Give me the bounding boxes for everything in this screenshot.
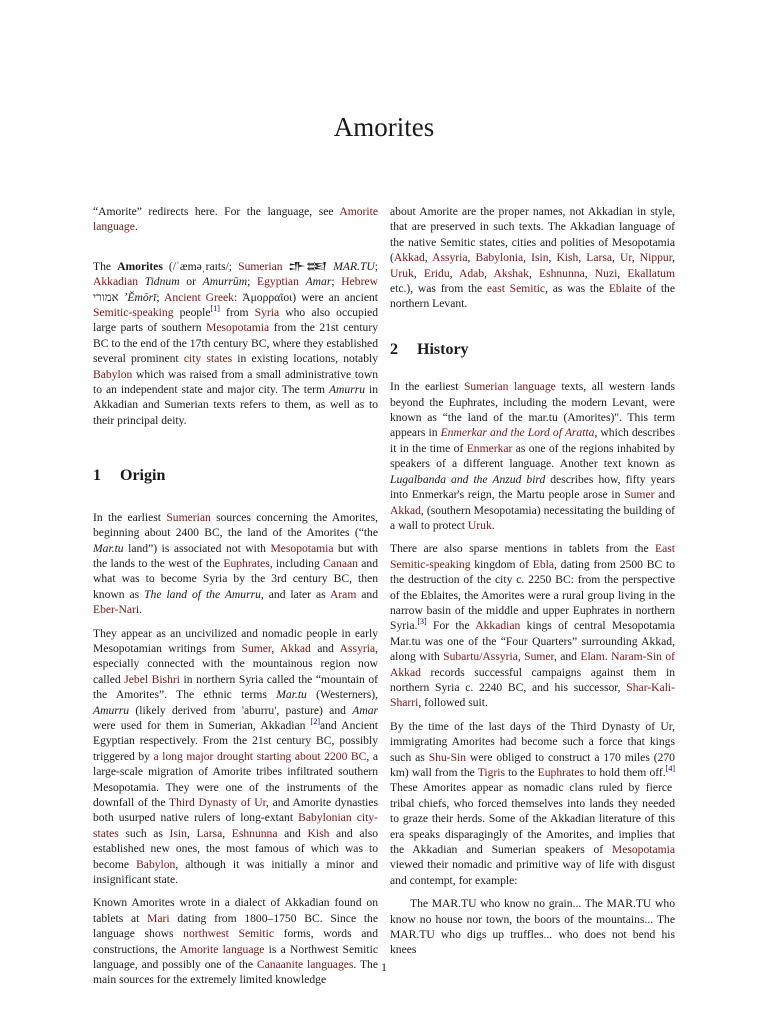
link-eshnunna[interactable]: Eshnunna [231,826,278,840]
link-uruk[interactable]: Uruk [467,518,492,532]
link-uruk[interactable]: Uruk [390,266,414,280]
link-larsa[interactable]: Larsa [586,251,613,265]
history-paragraph-3: By the time of the last days of the Third Dynasty of Ur, immigrating Amorites had become such a force that kings such as Shu-Sin were obliged to construct a 170 miles (270 km) wall from the Tigris to the Euphrates to hold them off.[4] These Amorites appear as nomadic clans ruled by fierce tribal chiefs, who forced themselves into lands they needed to graze their herds. Some of the Akkadian literature of this era speaks disparagingly of the Amorites, and implies that the Akkadian and Sumerian speakers of Mesopotamia viewed their nomadic and primitive way of life with disgust and contempt, for example: [390,719,675,887]
link-tigris[interactable]: Tigris [477,766,506,779]
link-akkadian[interactable]: Akkadian [93,275,139,289]
link-euphrates[interactable]: Euphrates [223,556,270,570]
link-ebla[interactable]: Ebla [532,557,554,571]
link-semitic-speaking[interactable]: Semitic-speaking [93,306,174,320]
link-ancient-greek[interactable]: Ancient Greek [163,290,234,304]
link-subartu-assyria[interactable]: Subartu/Assyria [443,650,518,664]
right-column [390,204,675,966]
ref-1[interactable]: [1] [210,304,220,314]
link-elam[interactable]: Elam [580,650,605,664]
link-enmerkar[interactable]: Enmerkar [466,441,513,455]
link-mesopotamia[interactable]: Mesopotamia [206,321,270,335]
link-east-semitic-speaking[interactable]: East Semitic-speaking [390,542,675,571]
origin-paragraph-3-continued: about Amorite are the proper names, not Akkadian in style, that are preserved in such texts. The Akkadian language of the native Semitic states, cities and polities of Mesopotamia (Akkad, Assyria, Babylonia, Isin, Kish, Larsa, Ur, Nippur, Uruk, Eridu, Adab, Akshak, Eshnunna, Nuzi, Ekallatum etc.), was from the east Semitic, as was the Eblaite of the northern Levant. [390,205,676,311]
link-babylonian-city-states[interactable]: Babylonian city-states [93,811,378,840]
link-euphrates[interactable]: Euphrates [537,766,585,779]
link-hebrew[interactable]: Hebrew [341,275,378,289]
origin-paragraph-1: In the earliest Sumerian sources concerning the Amorites, beginning about 2400 BC, the land of the Amorites (“the Mar.tu land”) is associated not with Mesopotamia but with the lands to the west of the Euphrates, including Canaan and what was to become Syria by the 3rd century BC, then known as The land of the Amurru, and later as Aram and Eber-Nari. [93,510,379,617]
link-babylon[interactable]: Babylon [136,857,176,871]
link-amorite-language[interactable]: Amorite language [179,942,265,956]
history-paragraph-1: In the earliest Sumerian language texts, all western lands beyond the Euphrates, including the modern Levant, were known as “the land of the mar.tu (Amorites)". This term appears in Enmerkar and the Lord of Aratta, which describes it in the time of Enmerkar as one of the regions inhabited by speakers of a different language. Another text known as Lugalbanda and the Anzud bird describes how, fifty years into Enmerkar's reign, the Martu people arose in Sumer and Akkad, (southern Mesopotamia) necessitating the building of a wall to protect Uruk. [390,380,675,532]
link-sumer[interactable]: Sumer [524,650,554,664]
link-eblaite[interactable]: Eblaite [608,282,642,296]
link-egyptian[interactable]: Egyptian [257,275,299,289]
link-mesopotamia[interactable]: Mesopotamia [611,843,675,857]
link-assyria[interactable]: Assyria [432,251,468,265]
origin-paragraph-3: Known Amorites wrote in a dialect of Akkadian found on tablets at Mari dating from 1800–1750 BC. Since the language shows northwest Semitic forms, words and constructions, the Amorite language is a Northwest Semitic language, and possibly one of the Canaanite languages. The main sources for the extremely limited knowledge [93,896,378,987]
link-enmerkar-and-the-lord-of-aratta[interactable]: Enmerkar and the Lord of Aratta [440,426,595,440]
link-sumerian[interactable]: Sumerian [238,259,283,273]
link-mesopotamia[interactable]: Mesopotamia [270,541,334,555]
lead-paragraph: The Amorites (/ˈæməˌraɪts/; Sumerian 𒈥𒌅 MAR.TU; Akkadian Tidnum or Amurrūm; Egyptian Amar; Hebrew אמורי ʼĔmōrī; Ancient Greek: Ἀμορραῖοι) were an ancient Semitic-speaking people[1] from Syria who also occupied large parts of southern Mesopotamia from the 21st century BC to the end of the 17th century BC, where they established several prominent city states in existing locations, notably Babylon which was raised from a small administrative town to an independent state and major city. The term Amurru in Akkadian and Sumerian texts refers to them, as well as to their principal deity. [93,259,379,427]
link-canaan[interactable]: Canaan [323,556,358,570]
link-nippur[interactable]: Nippur [639,251,673,265]
blockquote: The MAR.TU who know no grain... The MAR.TU who know no house nor town, the boors of the mountains... The MAR.TU who digs up truffles... who does not bend his knees [390,897,675,957]
link-akkadian[interactable]: Akkadian [475,619,521,633]
link-assyria[interactable]: Assyria [339,641,376,655]
link-aram[interactable]: Aram [329,587,357,601]
link-adab[interactable]: Adab [459,266,485,280]
link-east-semitic[interactable]: east Semitic [486,282,546,296]
link-babylon[interactable]: Babylon [93,367,133,381]
ref-4[interactable]: [4] [665,764,675,774]
link-shar-kali-sharri[interactable]: Shar-Kali-Sharri [390,680,675,710]
link-babylonia[interactable]: Babylonia [475,251,524,265]
link-canaanite-languages[interactable]: Canaanite languages [256,958,354,972]
section-heading-history: 2 History [390,340,469,358]
link-naram-sin[interactable]: Naram-Sin of Akkad [390,650,676,679]
link-isin[interactable]: Isin [531,251,549,265]
link-shu-sin[interactable]: Shu-Sin [428,750,467,764]
link-northwest-semitic[interactable]: northwest Semitic [183,927,274,941]
link-eber-nari[interactable]: Eber-Nari [93,603,140,617]
link-ekallatum[interactable]: Ekallatum [627,266,675,280]
link-akkad[interactable]: Akkad [393,251,425,265]
link-eshnunna[interactable]: Eshnunna [538,266,585,280]
link-sumer[interactable]: Sumer [241,641,272,655]
origin-paragraph-2: They appear as an uncivilized and nomadic people in early Mesopotamian writings from Sumer, Akkad and Assyria, especially connected with the mountainous region now called Jebel Bishri in northern Syria called the “mountain of the Amorites”. The ethnic terms Mar.tu (Westerners), Amurru (likely derived from 'aburru', pasture) and Amar were used for them in Sumerian, Akkadian [2]and Ancient Egyptian respectively. From the 21st century BC, possibly triggered by a long major drought starting about 2200 BC, a large-scale migration of Amorite tribes infiltrated southern Mesopotamia. They were one of the instruments of the downfall of the Third Dynasty of Ur, and Amorite dynasties both usurped native rulers of long-extant Babylonian city-states such as Isin, Larsa, Eshnunna and Kish and also established new ones, the most famous of which was to become Babylon, although it was initially a minor and insignificant state. [93,626,379,887]
link-city-states[interactable]: city states [183,352,233,366]
link-mari[interactable]: Mari [147,911,170,925]
link-isin[interactable]: Isin [169,826,187,840]
amorite-language-link[interactable]: Amorite language [93,205,378,234]
hatnote: “Amorite” redirects here. For the language, see Amorite language. [93,205,378,234]
link-sumerian[interactable]: Sumerian [166,510,211,524]
link-nuzi[interactable]: Nuzi [594,266,618,280]
link-kish[interactable]: Kish [307,826,330,840]
page-number: 1 [381,960,387,974]
link-akkad[interactable]: Akkad [390,503,421,517]
page-title: Amorites [333,112,435,142]
link-ur[interactable]: Ur [620,251,632,265]
left-column [93,204,378,996]
ref-3[interactable]: [3] [417,617,427,627]
section-heading-origin: 1 Origin [93,467,166,485]
link-third-dynasty-of-ur[interactable]: Third Dynasty of Ur [169,796,267,809]
link-akshak[interactable]: Akshak [493,266,529,280]
link-akkad[interactable]: Akkad [279,641,311,655]
link-sumer[interactable]: Sumer [624,488,655,502]
history-paragraph-2: There are also sparse mentions in tablets from the East Semitic-speaking kingdom of Ebla, dating from 2500 BC to the destruction of the city c. 2250 BC: from the perspective of the Eblaites, the Amorites were a rural group living in the narrow basin of the middle and upper Euphrates in northern Syria.[3] For the Akkadian kings of central Mesopotamia Mar.tu was one of the “Four Quarters” surrounding Akkad, along with Subartu/Assyria, Sumer, and Elam. Naram-Sin of Akkad records successful campaigns against them in northern Syria c. 2240 BC, and his successor, Shar-Kali-Sharri, followed suit. [390,542,676,710]
link-jebel-bishri[interactable]: Jebel Bishri [124,672,180,686]
link-larsa[interactable]: Larsa [196,826,223,840]
link-kish[interactable]: Kish [556,251,579,265]
ref-2[interactable]: [2] [310,717,320,727]
link-drought[interactable]: a long major drought starting about 2200 BC [153,749,367,763]
link-syria[interactable]: Syria [254,306,280,320]
origin-paragraph-3-continued-lead: about Amorite are the proper names, not Akkadian in style, that are preserved in such texts. The Akkadian language of the native Semitic states, cities and polities of Mesopotamia ( [390,205,675,265]
link-eridu[interactable]: Eridu [423,266,450,280]
link-sumerian-language[interactable]: Sumerian language [463,380,556,394]
